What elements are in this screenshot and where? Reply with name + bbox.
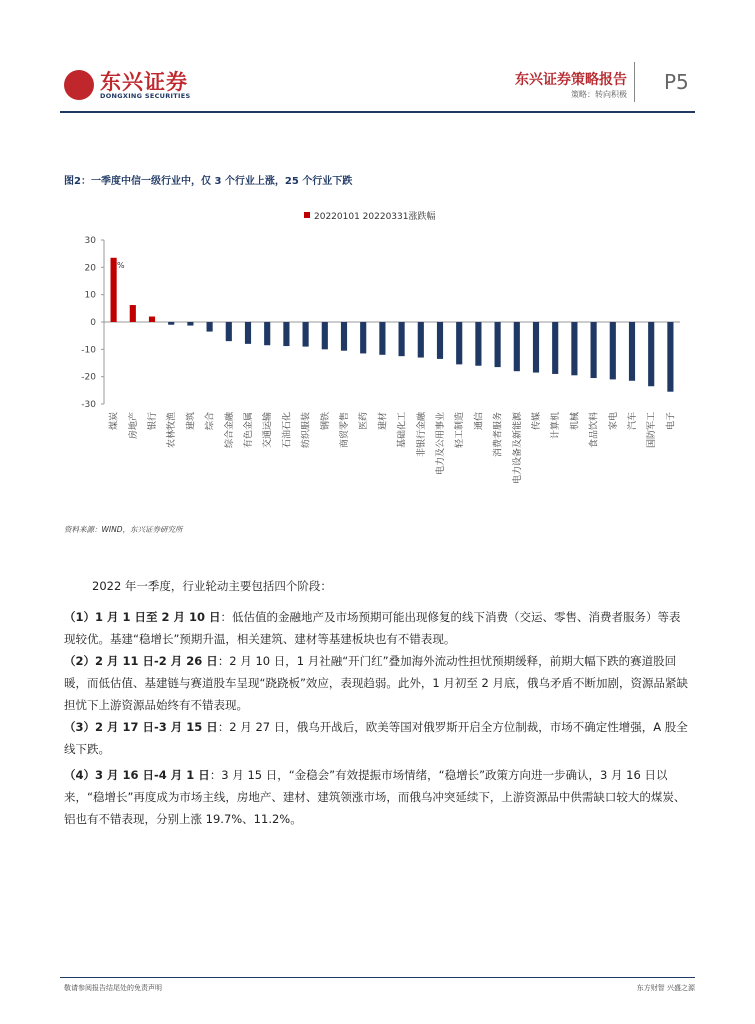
x-tick-label: 电力设备及新能源 xyxy=(512,412,523,485)
bar-23 xyxy=(552,322,558,374)
stage-2-title: （2）2 月 11 日-2 月 26 日 xyxy=(64,654,218,668)
bar-2 xyxy=(149,317,155,322)
x-tick-label: 食品饮料 xyxy=(589,412,600,449)
x-tick-label: 有色金属 xyxy=(244,412,254,449)
stage-4-text: ：3 月 15 日，“金稳会”有效提振市场情绪，“稳增长”政策方向进一步确认，3 月 16 日以来，“稳增长”再度成为市场主线，房地产、建材、建筑领涨市场，而俄乌冲突延续下，上游资源品中供需缺口较大的煤炭、铝也有不错表现，分别上涨 19.7%、11.2%。 xyxy=(64,768,686,826)
bar-29 xyxy=(667,322,673,392)
x-tick-label: 综合 xyxy=(205,412,216,431)
y-tick-label: 30 xyxy=(84,236,96,246)
x-tick-label: 基础化工 xyxy=(397,412,408,449)
header-rule xyxy=(60,111,695,113)
x-tick-label: 计算机 xyxy=(551,412,562,440)
x-tick-label: 家电 xyxy=(608,412,619,431)
bar-20 xyxy=(495,322,501,367)
y-tick-label: -20 xyxy=(81,372,96,383)
bar-15 xyxy=(399,322,405,356)
footer-slogan: 东方财智 兴盛之源 xyxy=(636,984,695,992)
bar-25 xyxy=(591,322,597,378)
page-number: P5 xyxy=(664,70,689,94)
x-tick-label: 交通运输 xyxy=(263,412,274,449)
report-title: 东兴证券策略报告 xyxy=(515,72,627,88)
logo-icon xyxy=(64,70,94,100)
bar-13 xyxy=(360,322,366,353)
bar-5 xyxy=(207,322,213,332)
footer-disclaimer: 敬请参阅报告结尾处的免责声明 xyxy=(64,984,162,992)
paragraph-stage-3 xyxy=(64,716,692,760)
bar-6 xyxy=(226,322,232,341)
bar-27 xyxy=(629,322,635,381)
x-tick-label: 综合金融 xyxy=(224,412,235,449)
footer-rule xyxy=(60,977,695,978)
bar-8 xyxy=(264,322,270,345)
bar-22 xyxy=(533,322,539,373)
x-tick-label: 电子 xyxy=(666,412,677,431)
x-tick-label: 非银行金融 xyxy=(416,412,427,458)
bar-9 xyxy=(283,322,289,346)
bar-14 xyxy=(379,322,385,355)
bar-24 xyxy=(571,322,577,375)
figure-caption: 图2：一季度中信一级行业中，仅 3 个行业上涨，25 个行业下跌 xyxy=(64,176,353,187)
bar-chart xyxy=(60,200,700,510)
header-divider xyxy=(634,62,635,102)
x-tick-label: 消费者服务 xyxy=(493,412,504,458)
legend-label: 20220101 20220331涨跌幅 xyxy=(314,212,436,222)
bar-16 xyxy=(418,322,424,358)
report-subtitle: 策略：转向积极 xyxy=(571,90,627,99)
x-tick-label: 银行 xyxy=(148,412,158,431)
bar-19 xyxy=(475,322,481,366)
x-tick-label: 钢铁 xyxy=(320,412,331,431)
bar-18 xyxy=(456,322,462,364)
bar-17 xyxy=(437,322,443,359)
x-tick-label: 机械 xyxy=(570,412,581,431)
y-tick-label: 20 xyxy=(84,263,96,274)
y-tick-label: 0 xyxy=(90,318,96,328)
stage-3-text: ：2 月 27 日，俄乌开战后，欧美等国对俄罗斯开启全方位制裁，市场不确定性增强，A 股全线下跌。 xyxy=(64,720,688,756)
x-tick-label: 农林牧渔 xyxy=(167,412,178,449)
x-tick-label: 石油石化 xyxy=(282,412,293,449)
y-tick-label: -30 xyxy=(81,400,96,410)
bar-0 xyxy=(111,258,117,322)
y-tick-label: 10 xyxy=(84,290,96,301)
bar-28 xyxy=(648,322,654,386)
x-tick-label: 电力及公用事业 xyxy=(436,412,446,476)
bar-10 xyxy=(303,322,309,347)
bar-1 xyxy=(130,305,136,322)
x-tick-label: 建材 xyxy=(378,412,389,431)
x-tick-label: 商贸零售 xyxy=(340,412,350,449)
bar-4 xyxy=(187,322,193,326)
bar-3 xyxy=(168,322,174,325)
x-tick-label: 纺织服装 xyxy=(301,412,312,449)
stage-1-text: ：低估值的金融地产及市场预期可能出现修复的线下消费（交运、零售、消费者服务）等表现较优。基建“稳增长”预期升温，相关建筑、建材等基建板块也有不错表现。 xyxy=(64,610,681,646)
x-tick-label: 通信 xyxy=(474,412,485,431)
bar-12 xyxy=(341,322,347,351)
bar-26 xyxy=(610,322,616,379)
x-tick-label: 国防军工 xyxy=(647,412,658,449)
bar-21 xyxy=(514,322,520,371)
x-tick-label: 煤炭 xyxy=(109,412,120,431)
bar-11 xyxy=(322,322,328,349)
stage-2-text: ：2 月 10 日，1 月社融“开门红”叠加海外流动性担忧预期缓释，前期大幅下跌的赛道股回暖，而低估值、基建链与赛道股车呈现“跷跷板”效应，表现趋弱。此外，1 月初至 2 月底，俄乌矛盾不断加剧，资源品紧缺担忧下上游资源品始终有不错表现。 xyxy=(64,654,689,712)
x-tick-label: 医药 xyxy=(359,412,370,431)
logo-english-name: DONGXING SECURITIES xyxy=(100,92,191,100)
x-tick-label: 传媒 xyxy=(532,412,542,431)
x-tick-label: 汽车 xyxy=(628,412,638,431)
unit-label: % xyxy=(117,261,125,270)
paragraph-stage-1 xyxy=(64,606,692,650)
legend-swatch xyxy=(304,212,310,218)
figure-source: 资料来源：WIND，东兴证券研究所 xyxy=(64,525,183,534)
stage-1-title: （1）1 月 1 日至 2 月 10 日 xyxy=(64,610,221,624)
y-tick-label: -10 xyxy=(81,345,96,356)
paragraph-stage-4 xyxy=(64,764,692,830)
stage-4-title: （4）3 月 16 日-4 月 1 日 xyxy=(64,768,210,782)
stage-3-title: （3）2 月 17 日-3 月 15 日 xyxy=(64,720,218,734)
logo-name: 东兴证券 xyxy=(100,70,188,94)
intro-text: 2022 年一季度，行业轮动主要包括四个阶段： xyxy=(92,579,332,593)
x-tick-label: 房地产 xyxy=(128,412,139,440)
x-tick-label: 轻工制造 xyxy=(455,412,466,449)
paragraph-stage-2 xyxy=(64,650,692,716)
x-tick-label: 建筑 xyxy=(186,412,197,431)
bar-7 xyxy=(245,322,251,344)
